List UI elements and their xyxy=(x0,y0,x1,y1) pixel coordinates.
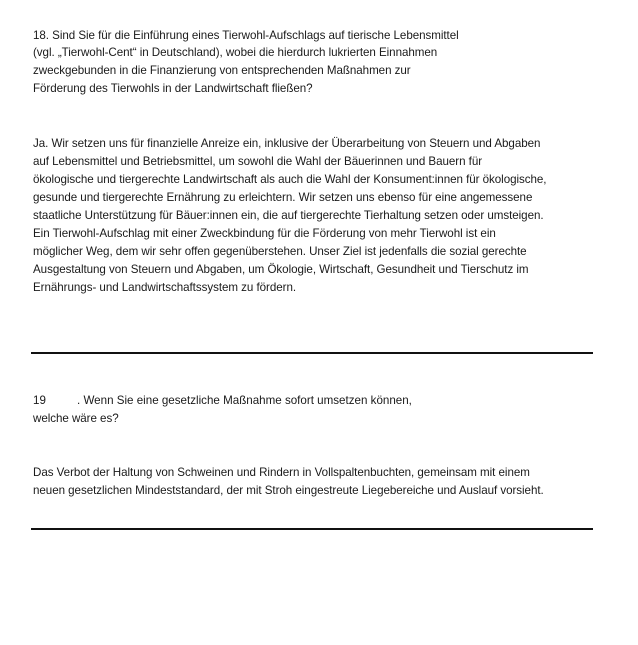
answer-18-line: Ausgestaltung von Steuern und Abgaben, um Ökologie, Wirtschaft, Gesundheit und Tierschutz im xyxy=(33,263,529,276)
question-19-number: 19 xyxy=(33,394,46,407)
answer-18-line: Ein Tierwohl-Aufschlag mit einer Zweckbindung für die Förderung von mehr Tierwohl ist ein xyxy=(33,227,496,240)
question-18-line: zweckgebunden in die Finanzierung von entsprechenden Maßnahmen zur xyxy=(33,64,411,77)
section-divider xyxy=(31,528,593,530)
answer-19-line: neuen gesetzlichen Mindeststandard, der mit Stroh eingestreute Liegebereiche und Auslauf vorsieht. xyxy=(33,484,544,497)
question-19-line: . Wenn Sie eine gesetzliche Maßnahme sofort umsetzen können, xyxy=(77,394,412,407)
answer-19-line: Das Verbot der Haltung von Schweinen und Rindern in Vollspaltenbuchten, gemeinsam mit einem xyxy=(33,466,530,479)
answer-18-line: Ernährungs- und Landwirtschaftssystem zu fördern. xyxy=(33,281,297,294)
answer-18-line: möglicher Weg, dem wir sehr offen gegenüberstehen. Unser Ziel ist jedenfalls die sozial gerechte xyxy=(33,245,527,258)
answer-18-line: gesunde und tiergerechte Ernährung zu erleichtern. Wir setzen uns ebenso für eine angemessene xyxy=(33,191,533,204)
question-18-line: Förderung des Tierwohls in der Landwirtschaft fließen? xyxy=(33,82,313,95)
question-18-line: (vgl. „Tierwohl-Cent“ in Deutschland), wobei die hierdurch lukrierten Einnahmen xyxy=(33,46,438,59)
question-18-line: 18. Sind Sie für die Einführung eines Tierwohl-Aufschlags auf tierische Lebensmittel xyxy=(33,29,459,42)
question-19-line: welche wäre es? xyxy=(33,412,119,425)
answer-18-line: ökologische und tiergerechte Landwirtschaft als auch die Wahl der Konsument:innen für ökologische, xyxy=(33,173,547,186)
answer-18-line: staatliche Unterstützung für Bäuer:innen ein, die auf tiergerechte Tierhaltung setzen oder umsteigen. xyxy=(33,209,544,222)
answer-18-line: Ja. Wir setzen uns für finanzielle Anreize ein, inklusive der Überarbeitung von Steuern und Abgaben xyxy=(33,137,541,150)
section-divider xyxy=(31,352,593,354)
answer-18-line: auf Lebensmittel und Betriebsmittel, um sowohl die Wahl der Bäuerinnen und Bauern für xyxy=(33,155,483,168)
